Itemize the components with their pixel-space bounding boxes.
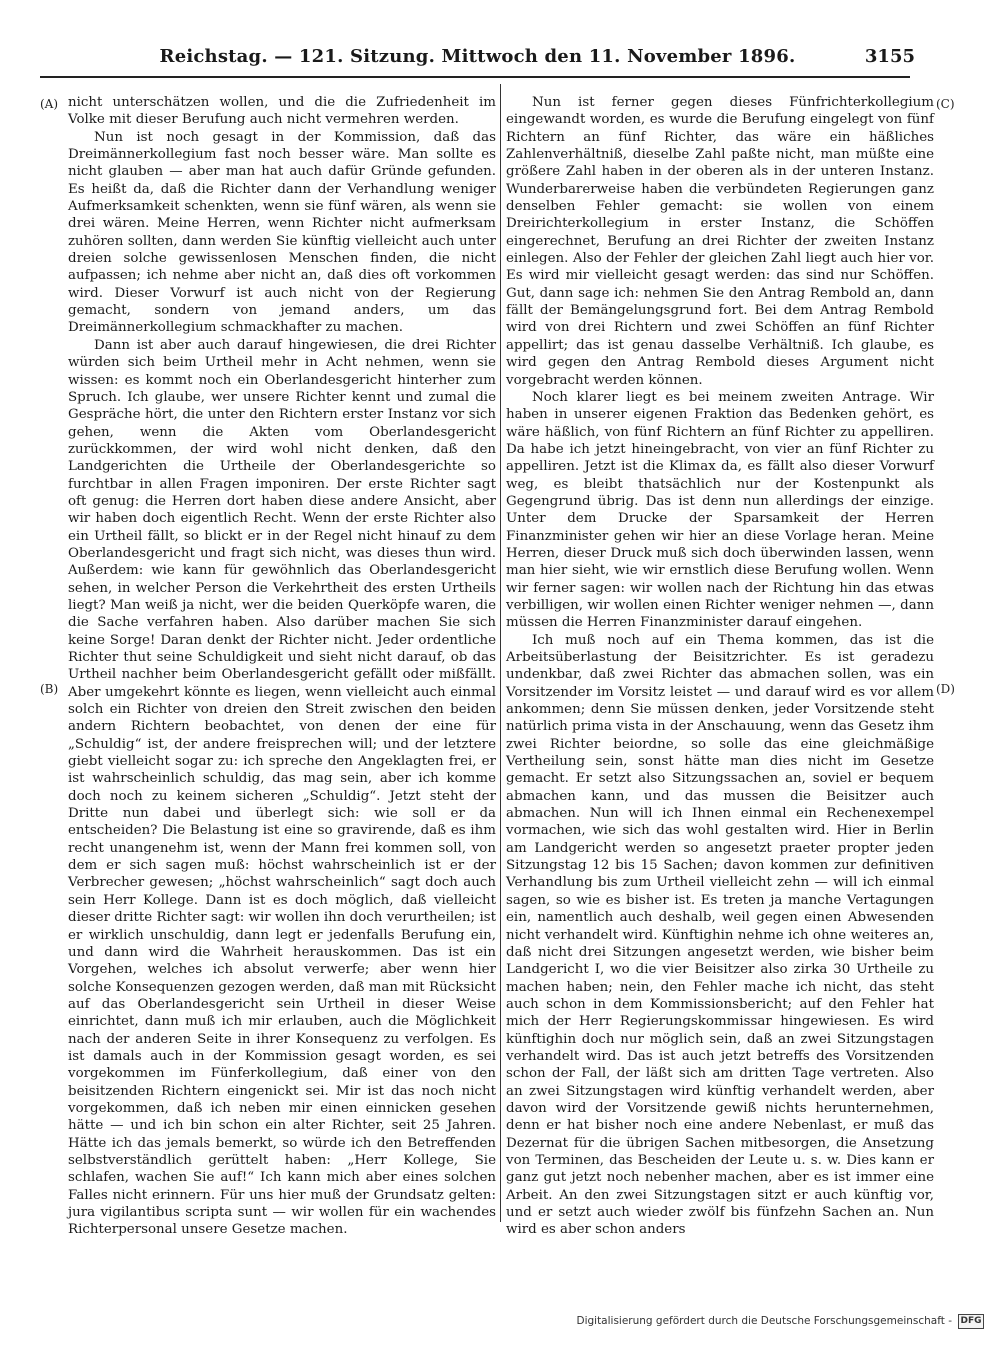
column-divider — [500, 84, 501, 1222]
paragraph: Dann ist aber auch darauf hingewiesen, die drei Richter würden sich beim Urtheil mehr in Acht nehmen, wenn sie wissen: es kommt noch ein Oberlandesgericht hinterher zum Spruch. Ich glaube, wer unsere Richter kennt und zumal die Gespräche hört, die unter den Richtern erster Instanz vor sich gehen, wenn die Akten vom Oberlandesgericht zurückkommen, der wird wohl nicht denken, daß den Landgerichten die Urtheile der Oberlandesgerichte so furchtbar in allen Fragen imponiren. Der erste Richter sagt oft genug: die Herren dort haben diese andere Ansicht, aber wir haben doch eigentlich Recht. Wenn der erste Richter also ein Urtheil fällt, so blickt er in der Regel nicht hinauf zu dem Oberlandesgericht und fragt sich nicht, was dieses thun wird. Außerdem: wie kann für gewöhnlich das Oberlandesgericht sehen, in welcher Person die Verkehrtheit des ersten Urtheils liegt? Man weiß ja nicht, wer die beiden Querköpfe waren, die die Sache verfahren haben. Also darüber machen Sie sich keine Sorge! Daran denkt der Richter nicht. Jeder ordentliche Richter thut seine Schuldigkeit und sieht nicht darauf, ob das Urtheil nachher beim Oberlandesgericht gefällt oder mißfällt. Aber umgekehrt könnte es liegen, wenn vielleicht auch einmal solch ein Richter von dreien den Streit zwischen den beiden andern Richtern beobachtet, von denen der eine für „Schuldig“ ist, der andere freisprechen will; und der letztere giebt vielleicht sogar zu: ich spreche den Angeklagten frei, er ist wahrscheinlich schuldig, das mag sein, aber ich komme doch noch zu keinem sicheren „Schuldig“. Jetzt steht der Dritte nun dabei und überlegt sich: wie soll er da entscheiden? Die Belastung ist eine so gravirende, daß es ihm recht unangenehm ist, wenn der Mann frei kommen soll, von dem er sich sagen muß: höchst wahrscheinlich ist er der Verbrecher gewesen; „höchst wahrscheinlich“ sagt doch auch sein Herr Kollege. Dann ist es doch möglich, daß vielleicht dieser dritte Richter sagt: wir wollen ihn doch verurtheilen; ist er wirklich unschuldig, dann legt er jedenfalls Berufung ein, und dann wird die Wahrheit herauskommen. Das ist ein Vorgehen, welches ich absolut verwerfe; aber wenn hier solche Konsequenzen gezogen werden, daß man mit Rücksicht auf das Oberlandesgericht sein Urtheil in dieser Weise einrichtet, dann muß ich mir erlauben, auch die Möglichkeit nach der anderen Seite in ihrer Konsequenz zu verfolgen. Es ist damals auch in der Kommission gesagt worden, es sei vorgekommen im Fünferkollegium, daß einer von den beisitzenden Richtern eingenickt sei. Mir ist das noch nicht vorgekommen, daß ich neben mir einen einnicken gesehen hätte — und ich bin schon ein alter Richter, seit 25 Jahren. Hätte ich das jemals bemerkt, so würde ich den Betreffenden selbstverständlich gerüttelt haben: „Herr Kollege, Sie schlafen, wachen Sie auf!“ Ich kann mich aber eines solchen Falles nicht erinnern. Für uns hier muß der Grundsatz gelten: jura vigilantibus scripta sunt — wir wollen für ein wachendes Richterpersonal unsere Gesetze machen. — [68, 337, 496, 1238]
margin-mark-a: (A) — [40, 97, 59, 111]
footer-credit: Digitalisierung gefördert durch die Deutsche Forschungsgemeinschaft - — [576, 1315, 952, 1327]
page-footer — [576, 1314, 984, 1328]
paragraph: Noch klarer liegt es bei meinem zweiten Antrage. Wir haben in unserer eigenen Fraktion das Bedenken gehört, es wäre häßlich, von fünf Richtern an fünf Richter zu appelliren. Da habe ich jetzt hineingebracht, von vier an fünf Richter zu appelliren. Jetzt ist die Klimax da, es fällt also dieser Vorwurf weg, es bleibt thatsächlich nur der Kostenpunkt als Gegengrund übrig. Das ist denn nun allerdings der einzige. Unter dem Drucke der Sparsamkeit der Herren Finanzminister gehen wir hier an diese Vorlage heran. Meine Herren, dieser Druck muß sich doch überwinden lassen, wenn man hier sieht, wie wir ernstlich diese Berufung wollen. Wenn wir ferner sagen: wir wollen nach der Richtung hin das etwas verbilligen, wir wollen einen Richter weniger nehmen —, dann müssen die Herren Finanzminister darauf eingehen. — [506, 389, 934, 631]
right-column — [506, 94, 934, 1238]
page-number: 3155 — [864, 46, 915, 67]
paragraph: Nun ist noch gesagt in der Kommission, daß das Dreimännerkollegium fast noch besser wäre. Man sollte es nicht glauben — aber man hat auch dafür Gründe gefunden. Es heißt da, daß die Richter dann der Verhandlung weniger Aufmerksamkeit schenkten, wenn sie fünf wären, als wenn sie drei wären. Meine Herren, wenn Richter nicht aufmerksam zuhören sollten, dann werden Sie künftig vielleicht auch unter dreien solche gewissenlosen Menschen finden, die nicht aufpassen; ich nehme aber nicht an, daß dies oft vorkommen wird. Dieser Vorwurf ist auch nicht von der Regierung gemacht, sondern von jemand anders, um das Dreimännerkollegium schmackhafter zu machen. — [68, 129, 496, 336]
paragraph: Ich muß noch auf ein Thema kommen, das ist die Arbeitsüberlastung der Beisitzrichter. Es ist geradezu undenkbar, daß zwei Richter das abmachen sollen, was ein Vorsitzender im Vorsitz leistet — und darauf wird es vor allem ankommen; denn Sie müssen denken, jeder Vorsitzende steht natürlich prima vista in der Anschauung, wenn das Gesetz ihm zwei Richter beiordne, so solle das eine gleichmäßige Vertheilung sein, sonst hätte man dies nicht im Gesetze gemacht. Er setzt also Sitzungssachen an, soviel er bequem abmachen kann, und das mussen die Beisitzer auch abmachen. Nun will ich Ihnen einmal ein Rechenexempel vormachen, wie sich das wohl gestalten wird. Hier in Berlin am Landgericht werden so angesetzt praeter propter jeden Sitzungstag 12 bis 15 Sachen; davon kommen zur definitiven Verhandlung bis zum Urtheil vielleicht zehn — will ich einmal sagen, so wie es bisher ist. Es treten ja manche Vertagungen ein, namentlich auch deshalb, weil gegen einen Abwesenden nicht verhandelt wird. Künftighin nehme ich ohne weiteres an, daß nicht drei Sitzungen angesetzt werden, wie bisher beim Landgericht I, wo die vier Beisitzer also zirka 30 Urtheile zu machen haben; nein, den Fehler mache ich nicht, das steht auch schon in dem Kommissionsbericht; auf den Fehler hat mich der Herr Regierungskommissar hingewiesen. Es wird künftighin doch nur möglich sein, daß an zwei Sitzungstagen verhandelt wird. Das ist auch jetzt betreffs des Vorsitzenden schon der Fall, der läßt sich am dritten Tage vertreten. Also an zwei Sitzungstagen wird künftig verhandelt werden, aber davon wird der Vorsitzende gewiß nichts herunternehmen, denn er hat bisher noch eine andere Nebenlast, er muß das Dezernat für die übrigen Sachen mitbesorgen, die Ansetzung von Terminen, das Bescheiden der Leute u. s. w. Dies kann er ganz gut jetzt noch nebenher machen, aber es ist immer eine Arbeit. An den zwei Sitzungstagen sitzt er auch künftig vor, und er setzt auch wieder zwölf bis fünfzehn Sachen an. Nun wird es aber schon anders — [506, 632, 934, 1238]
margin-mark-d: (D) — [936, 682, 955, 696]
paragraph: Nun ist ferner gegen dieses Fünfrichterkollegium eingewandt worden, es wurde die Berufung eingelegt von fünf Richtern an fünf Richter, das wäre ein häßliches Zahlenverhältniß, dieselbe Zahl paßte nicht, man müßte eine größere Zahl haben in der oberen als in der unteren Instanz. Wunderbarerweise haben die verbündeten Regierungen ganz denselben Fehler gemacht: sie wollen von einem Dreirichterkollegium in erster Instanz, die Schöffen eingerechnet, Berufung an drei Richter der zweiten Instanz einlegen. Also der Fehler der gleichen Zahl liegt auch hier vor. Es wird mir vielleicht gesagt werden: das sind nur Schöffen. Gut, dann sage ich: nehmen Sie den Antrag Rembold an, dann fällt der Bemängelungsgrund fort. Bei dem Antrag Rembold wird von drei Richtern und zwei Schöffen an fünf Richter appellirt; das ist genau dasselbe Verhältniß. Ich glaube, es wird gegen den Antrag Rembold dieses Argument nicht vorgebracht werden können. — [506, 95, 934, 388]
left-column — [68, 94, 496, 1238]
page-header — [40, 46, 915, 74]
dfg-logo: DFG — [958, 1314, 984, 1329]
header-title: Reichstag. — 121. Sitzung. Mittwoch den 11. November 1896. — [159, 46, 796, 67]
margin-mark-c: (C) — [936, 97, 955, 111]
header-rule — [40, 76, 910, 78]
margin-mark-b: (B) — [40, 682, 59, 696]
paragraph: nicht unterschätzen wollen, und die die Zufriedenheit im Volke mit dieser Berufung auch nicht vermehren werden. — [68, 95, 496, 128]
